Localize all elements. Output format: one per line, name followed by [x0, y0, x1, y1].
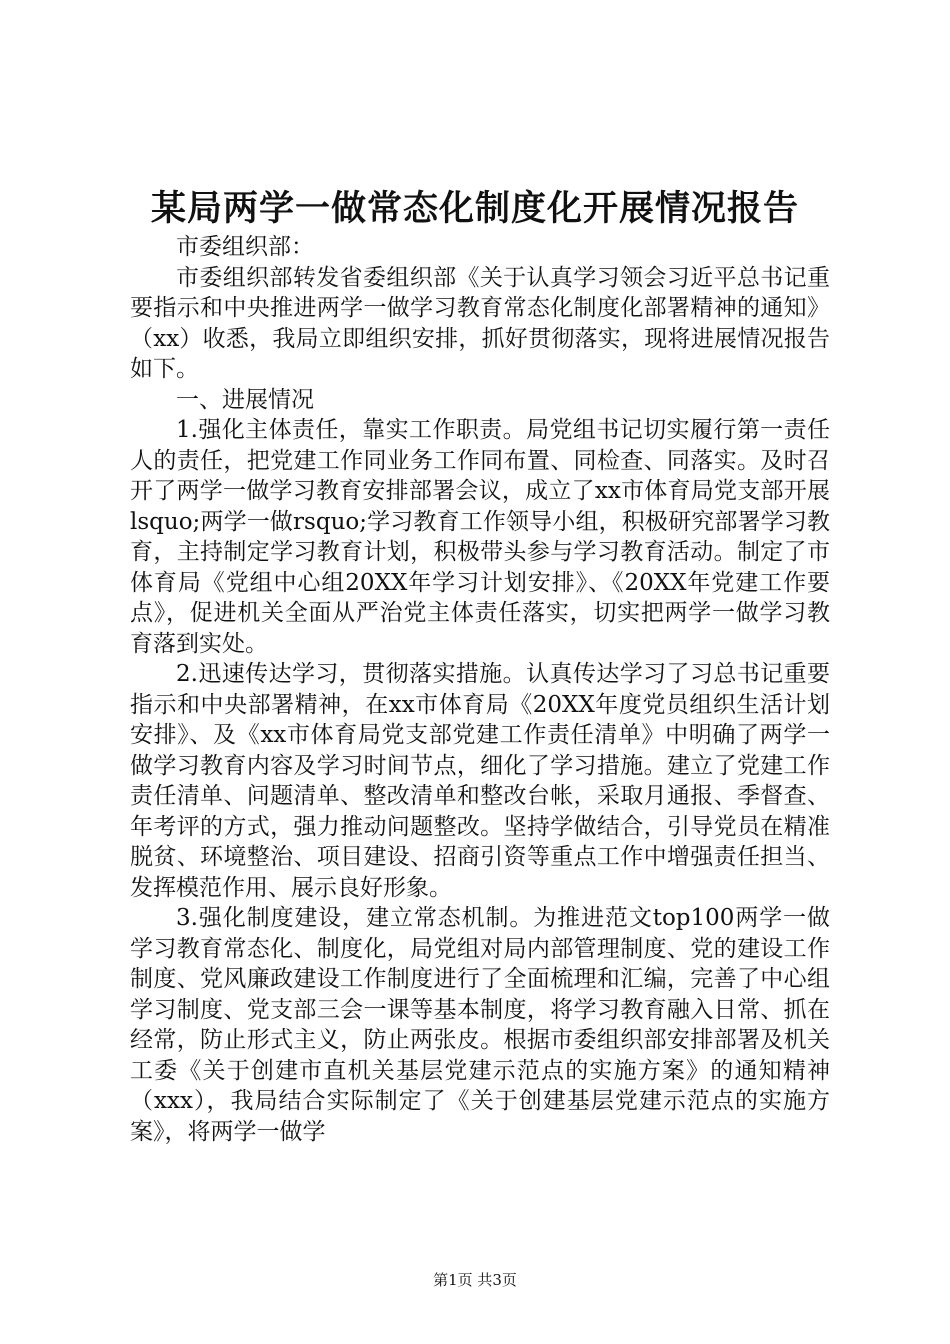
paragraph-intro: 市委组织部转发省委组织部《关于认真学习领会习近平总书记重要指示和中央推进两学一做学习教育常态化制度化部署精神的通知》（xx）收悉，我局立即组织安排，抓好贯彻落实，现将进展情况报告如下。 — [130, 264, 830, 382]
section-heading: 一、进展情况 — [176, 386, 314, 413]
page-footer: 第1页 共3页 — [433, 1271, 517, 1289]
paragraph-item-1: 1.强化主体责任，靠实工作职责。局党组书记切实履行第一责任人的责任，把党建工作同业务工作同布置、同检查、同落实。及时召开了两学一做学习教育安排部署会议，成立了xx市体育局党支部开展lsquo;两学一做rsquo;学习教育工作领导小组，积极研究部署学习教育，主持制定学习教育计划，积极带头参与学习教育活动。制定了市体育局《党组中心组20XX年学习计划安排》、《20XX年党建工作要点》，促进机关全面从严治党主体责任落实，切实把两学一做学习教育落到实处。 — [130, 417, 830, 657]
paragraph-item-2: 2.迅速传达学习，贯彻落实措施。认真传达学习了习总书记重要指示和中央部署精神，在xx市体育局《20XX年度党员组织生活计划安排》、及《xx市体育局党支部党建工作责任清单》中明确了两学一做学习教育内容及学习时间节点，细化了学习措施。建立了党建工作责任清单、问题清单、整改清单和整改台帐，采取月通报、季督查、年考评的方式，强力推动问题整改。坚持学做结合，引导党员在精准脱贫、环境整治、项目建设、招商引资等重点工作中增强责任担当、发挥模范作用、展示良好形象。 — [130, 661, 830, 901]
salutation: 市委组织部： — [176, 234, 314, 260]
document-title: 某局两学一做常态化制度化开展情况报告 — [150, 188, 799, 229]
paragraph-item-3: 3.强化制度建设，建立常态机制。为推进范文top100两学一做学习教育常态化、制度化，局党组对局内部管理制度、党的建设工作制度、党风廉政建设工作制度进行了全面梳理和汇编，完善了中心组学习制度、党支部三会一课等基本制度，将学习教育融入日常、抓在经常，防止形式主义，防止两张皮。根据市委组织部安排部署及机关工委《关于创建市直机关基层党建示范点的实施方案》的通知精神（xxx），我局结合实际制定了《关于创建基层党建示范点的实施方案》，将两学一做学 — [130, 905, 830, 1145]
document-body — [130, 232, 830, 1147]
